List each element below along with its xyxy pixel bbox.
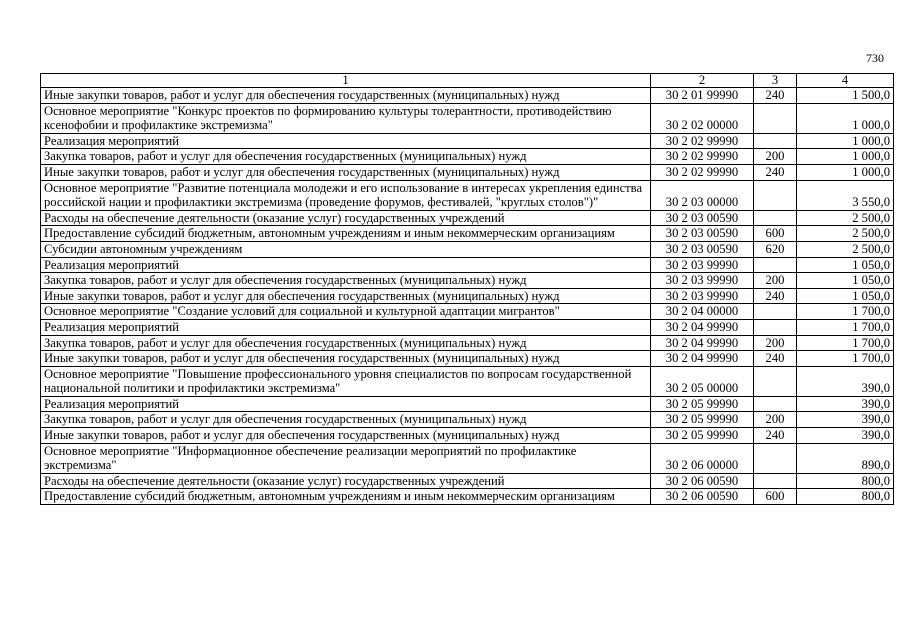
table-row [41,473,894,489]
header-row [41,74,894,88]
table-row [41,133,894,149]
row-amount-cell: 390,0 [797,412,894,428]
row-name-cell: Реализация мероприятий [41,396,651,412]
row-code-cell: 30 2 03 99990 [651,257,754,273]
header-col-4: 4 [797,74,894,88]
budget-table [40,73,894,505]
row-expense-type-cell [754,304,797,320]
table-row [41,304,894,320]
row-expense-type-cell [754,257,797,273]
row-code-cell: 30 2 06 00590 [651,489,754,505]
row-code-cell: 30 2 06 00590 [651,473,754,489]
row-name-cell: Основное мероприятие "Развитие потенциала молодежи и его использование в интересах укрепления единства российской нации и профилактики экстремизма (проведение форумов, фестивалей, "круглых столов")" [41,180,651,210]
row-name-cell: Закупка товаров, работ и услуг для обеспечения государственных (муниципальных) нужд [41,273,651,289]
row-code-cell: 30 2 05 00000 [651,366,754,396]
row-expense-type-cell: 600 [754,489,797,505]
row-expense-type-cell: 200 [754,335,797,351]
table-row [41,88,894,104]
row-name-cell: Закупка товаров, работ и услуг для обеспечения государственных (муниципальных) нужд [41,335,651,351]
row-name-cell: Предоставление субсидий бюджетным, автономным учреждениям и иным некоммерческим организациям [41,226,651,242]
row-name-cell: Расходы на обеспечение деятельности (оказание услуг) государственных учреждений [41,210,651,226]
row-code-cell: 30 2 03 00590 [651,241,754,257]
table-row [41,103,894,133]
row-name-cell: Основное мероприятие "Конкурс проектов по формированию культуры толерантности, противодействию ксенофобии и профилактике экстремизма" [41,103,651,133]
row-amount-cell: 1 000,0 [797,133,894,149]
row-expense-type-cell: 240 [754,288,797,304]
row-name-cell: Основное мероприятие "Создание условий для социальной и культурной адаптации мигрантов" [41,304,651,320]
row-code-cell: 30 2 05 99990 [651,396,754,412]
table-row [41,241,894,257]
row-code-cell: 30 2 03 99990 [651,288,754,304]
row-code-cell: 30 2 04 99990 [651,319,754,335]
row-expense-type-cell: 200 [754,273,797,289]
row-name-cell: Реализация мероприятий [41,257,651,273]
row-code-cell: 30 2 04 00000 [651,304,754,320]
row-code-cell: 30 2 03 00590 [651,226,754,242]
row-expense-type-cell: 200 [754,412,797,428]
row-amount-cell: 2 500,0 [797,210,894,226]
table-row [41,443,894,473]
table-body [41,88,894,505]
row-amount-cell: 390,0 [797,428,894,444]
table-row [41,273,894,289]
row-code-cell: 30 2 02 00000 [651,103,754,133]
table-row [41,396,894,412]
row-amount-cell: 390,0 [797,396,894,412]
row-amount-cell: 2 500,0 [797,226,894,242]
row-amount-cell: 2 500,0 [797,241,894,257]
row-amount-cell: 1 050,0 [797,288,894,304]
table-row [41,319,894,335]
row-code-cell: 30 2 02 99990 [651,149,754,165]
table-header [41,74,894,88]
row-name-cell: Основное мероприятие "Информационное обеспечение реализации мероприятий по профилактике экстремизма" [41,443,651,473]
header-col-1: 1 [41,74,651,88]
table-row [41,180,894,210]
row-code-cell: 30 2 02 99990 [651,133,754,149]
row-amount-cell: 1 700,0 [797,304,894,320]
row-expense-type-cell [754,443,797,473]
row-amount-cell: 1 000,0 [797,164,894,180]
row-name-cell: Основное мероприятие "Повышение профессионального уровня специалистов по вопросам государственной национальной политики и профилактики экстремизма" [41,366,651,396]
row-expense-type-cell: 620 [754,241,797,257]
row-expense-type-cell: 240 [754,164,797,180]
row-amount-cell: 1 000,0 [797,149,894,165]
row-amount-cell: 1 700,0 [797,351,894,367]
row-code-cell: 30 2 03 99990 [651,273,754,289]
table-row [41,210,894,226]
table-row [41,412,894,428]
table-row [41,226,894,242]
row-expense-type-cell: 240 [754,428,797,444]
row-code-cell: 30 2 03 00590 [651,210,754,226]
row-name-cell: Реализация мероприятий [41,133,651,149]
row-amount-cell: 800,0 [797,473,894,489]
row-expense-type-cell [754,210,797,226]
row-expense-type-cell [754,319,797,335]
row-name-cell: Субсидии автономным учреждениям [41,241,651,257]
row-amount-cell: 1 000,0 [797,103,894,133]
row-amount-cell: 1 700,0 [797,335,894,351]
table-row [41,489,894,505]
table-row [41,335,894,351]
row-name-cell: Иные закупки товаров, работ и услуг для обеспечения государственных (муниципальных) нужд [41,428,651,444]
row-expense-type-cell: 600 [754,226,797,242]
row-name-cell: Иные закупки товаров, работ и услуг для обеспечения государственных (муниципальных) нужд [41,88,651,104]
row-amount-cell: 1 500,0 [797,88,894,104]
row-name-cell: Реализация мероприятий [41,319,651,335]
table-row [41,257,894,273]
row-amount-cell: 1 700,0 [797,319,894,335]
row-amount-cell: 800,0 [797,489,894,505]
row-amount-cell: 1 050,0 [797,273,894,289]
row-expense-type-cell [754,180,797,210]
row-expense-type-cell [754,133,797,149]
header-col-3: 3 [754,74,797,88]
row-expense-type-cell [754,396,797,412]
row-code-cell: 30 2 06 00000 [651,443,754,473]
row-expense-type-cell [754,103,797,133]
table-row [41,288,894,304]
row-expense-type-cell [754,473,797,489]
row-code-cell: 30 2 05 99990 [651,428,754,444]
table-row [41,366,894,396]
row-code-cell: 30 2 04 99990 [651,351,754,367]
row-name-cell: Иные закупки товаров, работ и услуг для обеспечения государственных (муниципальных) нужд [41,164,651,180]
row-name-cell: Расходы на обеспечение деятельности (оказание услуг) государственных учреждений [41,473,651,489]
table-row [41,351,894,367]
table-row [41,164,894,180]
header-col-2: 2 [651,74,754,88]
row-expense-type-cell: 200 [754,149,797,165]
table-row [41,149,894,165]
row-amount-cell: 890,0 [797,443,894,473]
row-name-cell: Иные закупки товаров, работ и услуг для обеспечения государственных (муниципальных) нужд [41,351,651,367]
row-name-cell: Закупка товаров, работ и услуг для обеспечения государственных (муниципальных) нужд [41,412,651,428]
row-expense-type-cell [754,366,797,396]
row-amount-cell: 1 050,0 [797,257,894,273]
row-code-cell: 30 2 02 99990 [651,164,754,180]
row-expense-type-cell: 240 [754,351,797,367]
row-code-cell: 30 2 01 99990 [651,88,754,104]
row-name-cell: Иные закупки товаров, работ и услуг для обеспечения государственных (муниципальных) нужд [41,288,651,304]
row-name-cell: Закупка товаров, работ и услуг для обеспечения государственных (муниципальных) нужд [41,149,651,165]
row-code-cell: 30 2 03 00000 [651,180,754,210]
row-code-cell: 30 2 05 99990 [651,412,754,428]
row-amount-cell: 390,0 [797,366,894,396]
row-expense-type-cell: 240 [754,88,797,104]
page-number: 730 [866,51,884,65]
row-amount-cell: 3 550,0 [797,180,894,210]
row-name-cell: Предоставление субсидий бюджетным, автономным учреждениям и иным некоммерческим организациям [41,489,651,505]
table-row [41,428,894,444]
row-code-cell: 30 2 04 99990 [651,335,754,351]
